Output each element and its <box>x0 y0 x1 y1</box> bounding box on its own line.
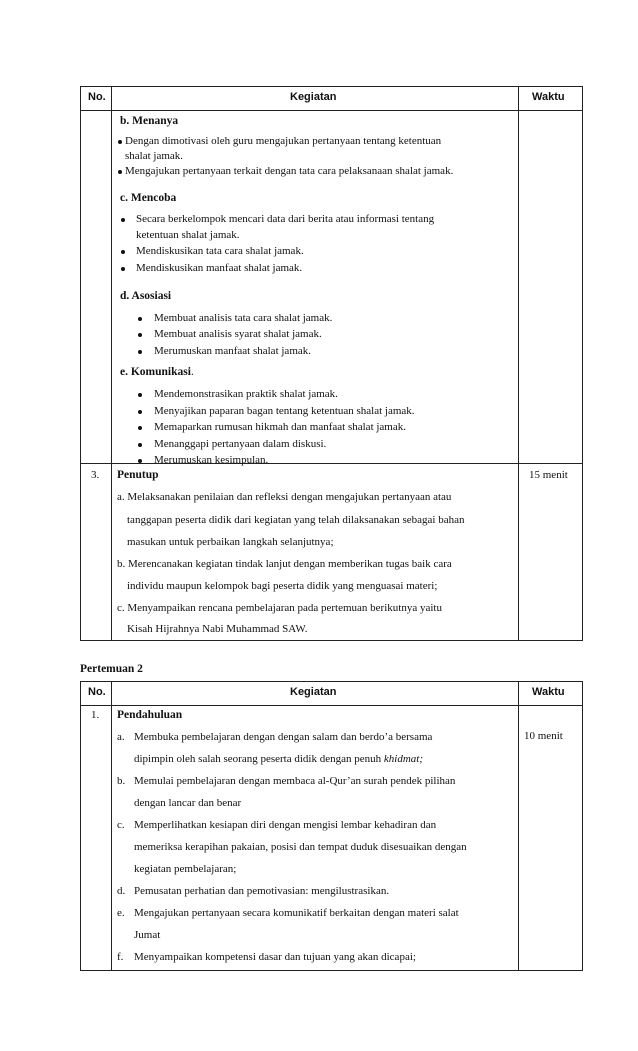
bullet-icon <box>138 443 142 447</box>
list-item: dengan lancar dan benar <box>134 797 242 809</box>
list-item: Membuka pembelajaran dengan dengan salam dan berdo’a bersama <box>134 731 433 743</box>
table-border <box>80 86 81 641</box>
list-marker: a. <box>117 731 125 743</box>
table-border <box>518 681 519 971</box>
section-heading-asosiasi: d. Asosiasi <box>120 290 172 302</box>
bullet-icon <box>138 393 142 397</box>
list-item: a. Melaksanakan penilaian dan refleksi dengan mengajukan pertanyaan atau <box>117 491 452 503</box>
bullet-icon <box>121 267 125 271</box>
list-item: dipimpin oleh salah seorang peserta didik dengan penuh khidmat; <box>134 753 423 765</box>
list-item: Membuat analisis tata cara shalat jamak. <box>154 312 333 324</box>
list-item: Pemusatan perhatian dan pemotivasian: mengilustrasikan. <box>134 885 390 897</box>
list-item: Mendiskusikan tata cara shalat jamak. <box>136 245 304 257</box>
header-no: No. <box>88 686 106 698</box>
list-marker: f. <box>117 951 124 963</box>
table-border <box>80 86 583 87</box>
bullet-icon <box>138 426 142 430</box>
list-marker: e. <box>117 907 125 919</box>
list-item: tanggapan peserta didik dari kegiatan yang telah dilaksanakan sebagai bahan <box>127 514 465 526</box>
table-border <box>80 640 583 641</box>
bullet-icon <box>138 410 142 414</box>
list-item: Kisah Hijrahnya Nabi Muhammad SAW. <box>127 623 308 635</box>
list-item: kegiatan pembelajaran; <box>134 863 237 875</box>
list-item: c. Menyampaikan rencana pembelajaran pada pertemuan berikutnya yaitu <box>117 602 442 614</box>
bullet-icon <box>121 250 125 254</box>
section-title-pertemuan-2: Pertemuan 2 <box>80 663 143 675</box>
header-waktu: Waktu <box>532 91 565 103</box>
list-item: Mendiskusikan manfaat shalat jamak. <box>136 262 303 274</box>
table-border <box>80 681 81 971</box>
table-border <box>80 970 583 971</box>
list-item: Secara berkelompok mencari data dari berita atau informasi tentang <box>136 213 435 225</box>
list-item: Jumat <box>134 929 161 941</box>
table-border <box>80 110 583 111</box>
table-border <box>582 681 583 971</box>
bullet-icon <box>138 333 142 337</box>
section-heading-menanya: b. Menanya <box>120 115 179 127</box>
table-border <box>80 705 583 706</box>
list-item: Menanggapi pertanyaan dalam diskusi. <box>154 438 327 450</box>
row-number: 1. <box>91 709 100 721</box>
list-item: b. Merencanakan kegiatan tindak lanjut dengan memberikan tugas baik cara <box>117 558 452 570</box>
list-item: masukan untuk perbaikan langkah selanjutnya; <box>127 536 334 548</box>
header-no: No. <box>88 91 106 103</box>
list-item: Merumuskan kesimpulan. <box>154 454 269 466</box>
bullet-icon <box>138 459 142 463</box>
list-marker: b. <box>117 775 126 787</box>
list-item: Mengajukan pertanyaan secara komunikatif berkaitan dengan materi salat <box>134 907 459 919</box>
list-item: Membuat analisis syarat shalat jamak. <box>154 328 322 340</box>
header-waktu: Waktu <box>532 686 565 698</box>
table-border <box>80 681 583 682</box>
list-item: Menyampaikan kompetensi dasar dan tujuan yang akan dicapai; <box>134 951 416 963</box>
list-item: Mengajukan pertanyaan terkait dengan tata cara pelaksanaan shalat jamak. <box>125 165 454 177</box>
header-kegiatan: Kegiatan <box>290 686 337 698</box>
duration: 15 menit <box>529 469 568 481</box>
row-number: 3. <box>91 469 100 481</box>
bullet-icon <box>118 140 122 144</box>
list-marker: d. <box>117 885 126 897</box>
list-item: Memaparkan rumusan hikmah dan manfaat shalat jamak. <box>154 421 406 433</box>
table-border <box>111 681 112 971</box>
list-marker: c. <box>117 819 125 831</box>
table-border <box>582 86 583 641</box>
section-heading-komunikasi: e. Komunikasi. <box>120 366 194 378</box>
list-item: individu maupun kelompok bagi peserta didik yang menguasai materi; <box>127 580 438 592</box>
bullet-icon <box>138 317 142 321</box>
bullet-icon <box>118 170 122 174</box>
bullet-icon <box>121 218 125 222</box>
bullet-icon <box>138 350 142 354</box>
section-heading-penutup: Penutup <box>117 469 159 481</box>
table-border <box>111 86 112 641</box>
list-item: memeriksa kerapihan pakaian, posisi dan tempat duduk disesuaikan dengan <box>134 841 467 853</box>
list-item: shalat jamak. <box>125 150 184 162</box>
table-border <box>518 86 519 641</box>
list-item: Dengan dimotivasi oleh guru mengajukan pertanyaan tentang ketentuan <box>125 135 442 147</box>
section-heading-mencoba: c. Mencoba <box>120 192 177 204</box>
header-kegiatan: Kegiatan <box>290 91 337 103</box>
list-item: Mendemonstrasikan praktik shalat jamak. <box>154 388 338 400</box>
list-item: Merumuskan manfaat shalat jamak. <box>154 345 312 357</box>
list-item: ketentuan shalat jamak. <box>136 229 240 241</box>
list-item: Menyajikan paparan bagan tentang ketentuan shalat jamak. <box>154 405 415 417</box>
duration: 10 menit <box>524 730 563 742</box>
section-heading-pendahuluan: Pendahuluan <box>117 709 183 721</box>
list-item: Memulai pembelajaran dengan membaca al-Qur’an surah pendek pilihan <box>134 775 456 787</box>
list-item: Memperlihatkan kesiapan diri dengan mengisi lembar kehadiran dan <box>134 819 437 831</box>
